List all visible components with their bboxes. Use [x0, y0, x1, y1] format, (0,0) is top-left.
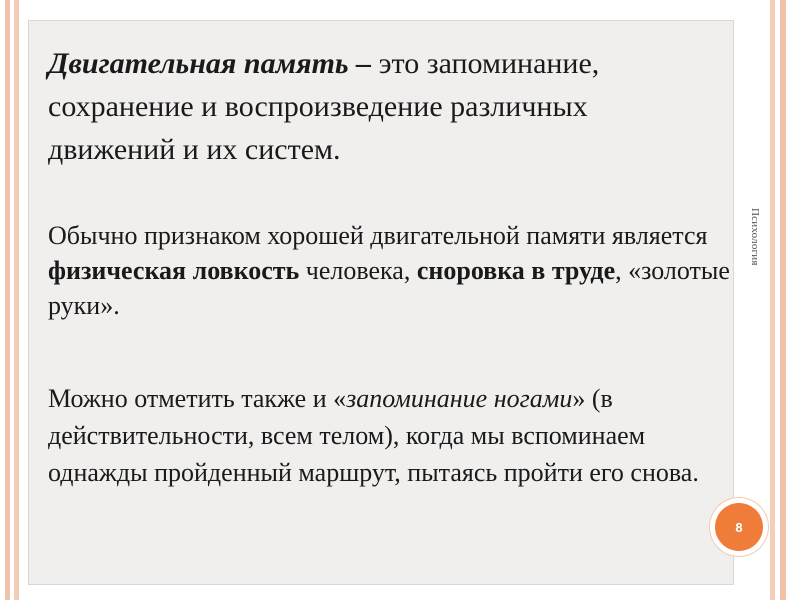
page-number: 8 — [735, 519, 743, 535]
definition-text: это запоминание, — [371, 47, 600, 80]
sign-bold-term: сноровка в труде — [416, 256, 616, 285]
legs-italic-term: запоминание ногами — [346, 384, 573, 413]
sign-text: , «золотые руки». — [48, 256, 730, 320]
page-number-badge — [715, 503, 763, 551]
legs-text: » (в действительности, всем телом), когда мы вспоминаем однажды пройденный маршрут, пытаясь пройти его снова. — [48, 384, 699, 487]
right-border-stripe — [786, 0, 800, 600]
legs-text: Можно отметить также и « — [48, 384, 347, 413]
sign-text: Обычно признаком хорошей двигательной памяти является — [48, 221, 708, 250]
left-border-stripe — [14, 0, 19, 600]
definition-term: Двигательная память – — [48, 47, 372, 80]
definition-text: сохранение и воспроизведение различных — [48, 90, 588, 123]
definition-text: движений и их систем. — [48, 133, 341, 166]
sign-bold-term: физическая ловкость — [48, 256, 300, 285]
legs-paragraph — [48, 380, 728, 491]
sign-text: человека, — [299, 256, 417, 285]
sign-paragraph — [48, 218, 738, 323]
side-subject-label: Психология — [749, 208, 761, 266]
definition-paragraph — [48, 42, 728, 171]
